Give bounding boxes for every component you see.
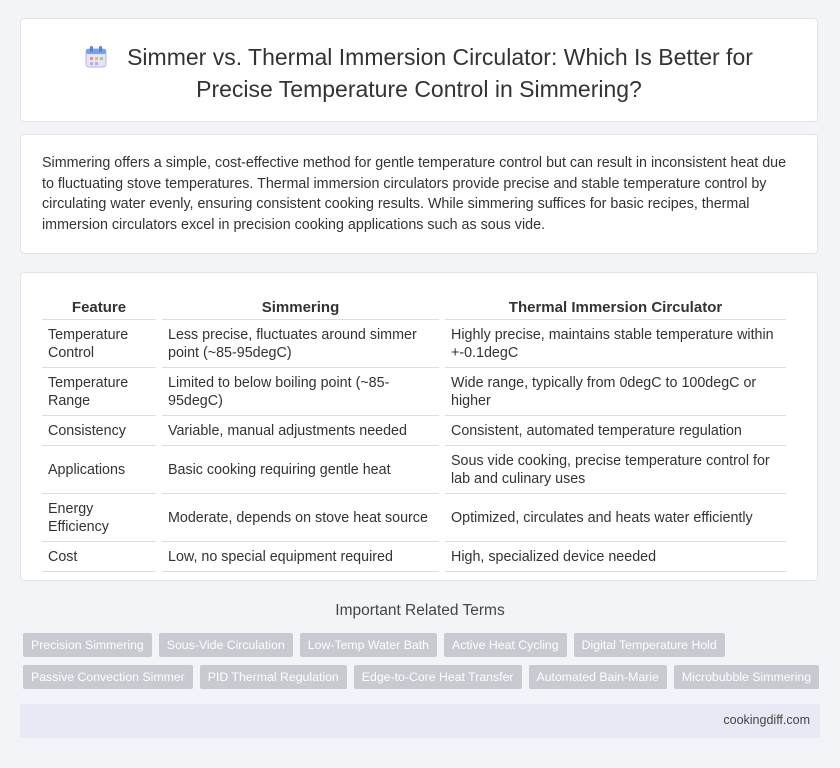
tag-edge-to-core-heat-transfer[interactable]: Edge-to-Core Heat Transfer	[354, 665, 522, 689]
tag-precision-simmering[interactable]: Precision Simmering	[23, 633, 152, 657]
circulator-cell: Consistent, automated temperature regulation	[445, 416, 786, 446]
simmering-cell: Less precise, fluctuates around simmer point (~85-95degC)	[162, 320, 439, 368]
simmering-cell: Basic cooking requiring gentle heat	[162, 446, 439, 494]
title-line-1: Simmer vs. Thermal Immersion Circulator: Which Is Better for	[127, 44, 753, 70]
circulator-cell: Sous vide cooking, precise temperature control for lab and culinary uses	[445, 446, 786, 494]
feature-cell: Energy Efficiency	[42, 494, 156, 542]
comparison-card	[20, 272, 818, 581]
header-circulator: Thermal Immersion Circulator	[445, 296, 786, 320]
calendar-icon	[85, 46, 107, 75]
table-row	[42, 368, 786, 416]
tag-sous-vide-circulation[interactable]: Sous-Vide Circulation	[159, 633, 293, 657]
feature-cell: Temperature Range	[42, 368, 156, 416]
table-header-row	[42, 296, 786, 320]
tag-pid-thermal-regulation[interactable]: PID Thermal Regulation	[200, 665, 347, 689]
tag-active-heat-cycling[interactable]: Active Heat Cycling	[444, 633, 567, 657]
feature-cell: Temperature Control	[42, 320, 156, 368]
table-row	[42, 416, 786, 446]
feature-cell: Applications	[42, 446, 156, 494]
tag-row	[23, 665, 813, 689]
footer-site-link[interactable]: cookingdiff.com	[723, 713, 810, 727]
tag-microbubble-simmering[interactable]: Microbubble Simmering	[674, 665, 819, 689]
tag-automated-bain-marie[interactable]: Automated Bain-Marie	[529, 665, 667, 689]
circulator-cell: Optimized, circulates and heats water efficiently	[445, 494, 786, 542]
feature-cell: Consistency	[42, 416, 156, 446]
title-card	[20, 18, 818, 122]
related-terms-heading: Important Related Terms	[335, 602, 505, 619]
feature-cell: Cost	[42, 542, 156, 572]
comparison-table	[36, 296, 792, 572]
simmering-cell: Limited to below boiling point (~85-95degC)	[162, 368, 439, 416]
tag-digital-temperature-hold[interactable]: Digital Temperature Hold	[574, 633, 725, 657]
related-terms-tags	[23, 633, 813, 697]
table-row	[42, 320, 786, 368]
page-title	[21, 43, 817, 104]
intro-card	[20, 134, 818, 254]
title-line-2: Precise Temperature Control in Simmering?	[196, 76, 642, 102]
tag-low-temp-water-bath[interactable]: Low-Temp Water Bath	[300, 633, 437, 657]
header-feature: Feature	[42, 296, 156, 320]
simmering-cell: Moderate, depends on stove heat source	[162, 494, 439, 542]
circulator-cell: Highly precise, maintains stable temperature within +-0.1degC	[445, 320, 786, 368]
tag-row	[23, 633, 813, 657]
header-simmering: Simmering	[162, 296, 439, 320]
simmering-cell: Variable, manual adjustments needed	[162, 416, 439, 446]
circulator-cell: High, specialized device needed	[445, 542, 786, 572]
table-row	[42, 494, 786, 542]
table-row	[42, 446, 786, 494]
tag-passive-convection-simmer[interactable]: Passive Convection Simmer	[23, 665, 193, 689]
footer	[20, 704, 820, 738]
table-row	[42, 542, 786, 572]
simmering-cell: Low, no special equipment required	[162, 542, 439, 572]
circulator-cell: Wide range, typically from 0degC to 100degC or higher	[445, 368, 786, 416]
intro-paragraph: Simmering offers a simple, cost-effective method for gentle temperature control but can result in inconsistent heat due to fluctuating stove temperatures. Thermal immersion circulators provide precise and stable temperature control by circulating water evenly, ensuring consistent cooking results. While simmering suffices for basic recipes, thermal immersion circulators excel in precision cooking applications such as sous vide.	[42, 155, 787, 233]
